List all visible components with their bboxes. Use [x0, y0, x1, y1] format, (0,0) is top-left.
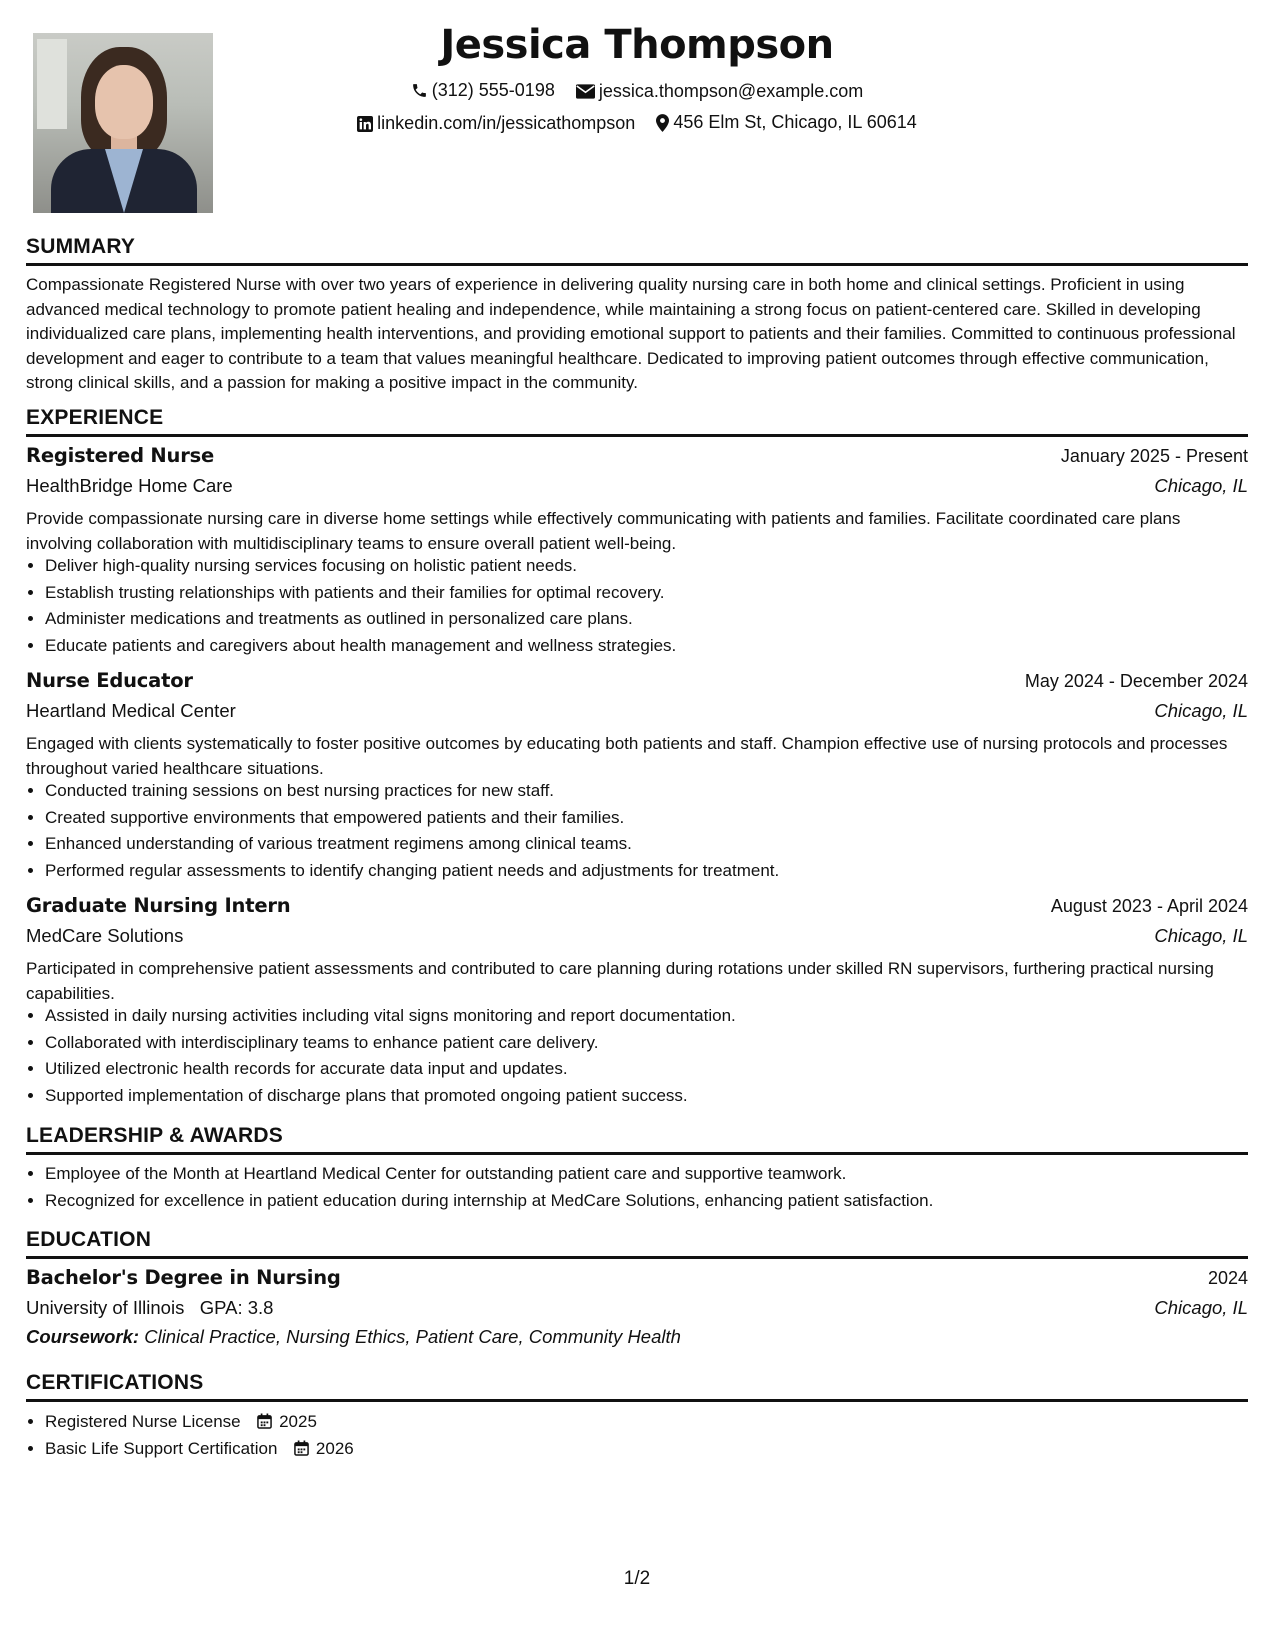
job-header-row [26, 444, 1248, 467]
list-item: • Establish trusting relationships with patients and their families for optimal recovery. [45, 580, 1267, 607]
list-item: • Administer medications and treatments as outlined in personalized care plans. [45, 606, 1267, 633]
summary-text: Compassionate Registered Nurse with over two years of experience in delivering quality nursing care in both home and clinical settings. Proficient in using advanced medical technology to promote patient healing and independence, while maintaining a strong focus on patient-centered care. Skilled in developing individualized care plans, implementing health interventions, and providing emotional support to patients and their families. Committed to continuous professional development and eager to contribute to a team that values meaningful healthcare. Dedicated to improving patient outcomes through effective communication, strong clinical skills, and a passion for making a positive impact in the community. [26, 275, 1236, 392]
list-item: • Educate patients and caregivers about health management and wellness strategies. [45, 633, 1267, 660]
section-title-experience: EXPERIENCE [26, 406, 1248, 437]
job-header-row [26, 894, 1248, 917]
list-item: • Employee of the Month at Heartland Medical Center for outstanding patient care and supportive teamwork. [45, 1161, 1267, 1188]
job-location: Chicago, IL [1154, 925, 1248, 946]
section-title-certifications: CERTIFICATIONS [26, 1371, 1248, 1402]
job-dates: May 2024 - December 2024 [1024, 671, 1248, 691]
certification-year: 2025 [279, 1412, 317, 1431]
graduation-year: 2024 [1207, 1268, 1248, 1288]
phone-icon [411, 82, 428, 99]
list-item: • Enhanced understanding of various treatment regimens among clinical teams. [45, 831, 1267, 858]
envelope-icon [576, 84, 595, 99]
job-description: Engaged with clients systematically to foster positive outcomes by educating both patients and staff. Champion effective use of nursing protocols and processes throughout varied healthcare situations. [26, 734, 1228, 778]
job-header-row [26, 669, 1248, 692]
leadership-bullets [26, 1161, 1267, 1214]
list-item: • Conducted training sessions on best nursing practices for new staff. [45, 778, 1267, 805]
school-info [26, 1297, 273, 1319]
certification-list [26, 1409, 1267, 1462]
section-title-summary: SUMMARY [26, 235, 1248, 266]
job-title: Graduate Nursing Intern [26, 894, 291, 917]
education-school-row [26, 1297, 1248, 1319]
list-item: • Created supportive environments that empowered patients and their families. [45, 805, 1267, 832]
page-number: 1/2 [623, 1568, 651, 1589]
linkedin-text: linkedin.com/in/jessicathompson [377, 113, 636, 133]
job-description: Provide compassionate nursing care in diverse home settings while effectively communicating with patients and families. Facilitate coordinated care plans involving collaboration with multidisciplinary teams to ensure overall patient well-being. [26, 509, 1181, 553]
job-company-row [26, 475, 1248, 497]
job-title: Nurse Educator [26, 669, 193, 692]
school-name: University of Illinois [26, 1297, 185, 1318]
job-description: Participated in comprehensive patient assessments and contributed to care planning during rotations under skilled RN supervisors, furthering practical nursing capabilities. [26, 959, 1214, 1003]
list-item: • Assisted in daily nursing activities including vital signs monitoring and report documentation. [45, 1003, 1267, 1030]
calendar-icon [294, 1440, 309, 1456]
email-text: jessica.thompson@example.com [598, 81, 864, 101]
job-company: Heartland Medical Center [26, 700, 236, 721]
calendar-icon [257, 1413, 272, 1429]
list-item: • Supported implementation of discharge plans that promoted ongoing patient success. [45, 1083, 1267, 1110]
coursework-list: Clinical Practice, Nursing Ethics, Patient Care, Community Health [144, 1326, 681, 1347]
job-location: Chicago, IL [1154, 700, 1248, 721]
certification-year: 2026 [315, 1438, 354, 1458]
job-dates: January 2025 - Present [1060, 446, 1248, 466]
job-title: Registered Nurse [26, 444, 215, 467]
list-item [45, 1436, 1267, 1463]
job-bullets [26, 778, 1267, 884]
job-company: HealthBridge Home Care [26, 475, 233, 496]
contact-phone[interactable] [411, 80, 555, 101]
contact-address [656, 112, 916, 133]
degree: Bachelor's Degree in Nursing [26, 1266, 341, 1289]
section-title-leadership: LEADERSHIP & AWARDS [26, 1124, 1248, 1155]
resume-page [26, 0, 1248, 1650]
education-header-row [26, 1266, 1248, 1289]
list-item: • Collaborated with interdisciplinary teams to enhance patient care delivery. [45, 1030, 1267, 1057]
list-item: • Deliver high-quality nursing services focusing on holistic patient needs. [45, 553, 1267, 580]
job-company: MedCare Solutions [26, 925, 184, 946]
candidate-name: Jessica Thompson [440, 22, 834, 68]
job-bullets [26, 1003, 1267, 1109]
job-company-row [26, 925, 1248, 947]
job-dates: August 2023 - April 2024 [1050, 896, 1248, 916]
gpa: GPA: 3.8 [199, 1297, 274, 1318]
contact-linkedin[interactable] [357, 113, 635, 134]
job-bullets [26, 553, 1267, 659]
phone-text: (312) 555-0198 [431, 80, 555, 100]
job-location: Chicago, IL [1154, 475, 1248, 496]
list-item: • Recognized for excellence in patient education during internship at MedCare Solutions, enhancing patient satisfaction. [45, 1188, 1267, 1215]
section-title-education: EDUCATION [26, 1228, 1248, 1259]
certification-name: Registered Nurse License [45, 1412, 241, 1431]
linkedin-icon [357, 116, 373, 132]
list-item: • Utilized electronic health records for accurate data input and updates. [45, 1056, 1267, 1083]
contact-email[interactable] [576, 81, 863, 102]
address-text: 456 Elm St, Chicago, IL 60614 [673, 112, 917, 132]
list-item [45, 1409, 1267, 1436]
contact-line-1 [26, 80, 1248, 104]
list-item: • Performed regular assessments to identify changing patient needs and adjustments for treatment. [45, 858, 1267, 885]
job-company-row [26, 700, 1248, 722]
coursework-label: Coursework: [26, 1326, 140, 1347]
map-pin-icon [656, 114, 669, 132]
coursework [26, 1326, 1248, 1348]
school-location: Chicago, IL [1154, 1297, 1248, 1318]
certification-name: Basic Life Support Certification [45, 1438, 278, 1458]
contact-line-2 [26, 112, 1248, 137]
